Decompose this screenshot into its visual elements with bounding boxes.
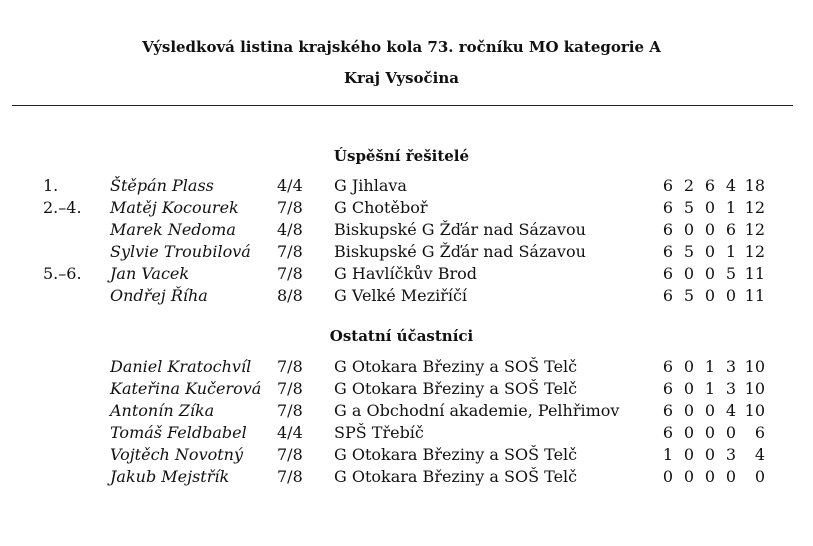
school-name: G Chotěboř [334, 198, 428, 217]
result-row [0, 219, 813, 241]
problem-score-1: 6 [662, 264, 674, 283]
contestant-name: Daniel Kratochvíl [110, 357, 252, 376]
grade-cell: 4/8 [277, 220, 303, 239]
problem-score-2: 0 [683, 445, 695, 464]
school-name: G Jihlava [334, 176, 407, 195]
problem-score-2: 0 [683, 379, 695, 398]
grade-cell: 4/4 [277, 423, 303, 442]
contestant-name: Jakub Mejstřík [110, 467, 230, 486]
total-score: 12 [744, 220, 765, 239]
problem-score-2: 2 [683, 176, 695, 195]
total-score: 10 [744, 401, 765, 420]
problem-score-1: 6 [662, 401, 674, 420]
rank-cell: 2.–4. [43, 198, 82, 217]
problem-score-1: 6 [662, 379, 674, 398]
grade-cell: 8/8 [277, 286, 303, 305]
school-name: SPŠ Třebíč [334, 423, 424, 442]
contestant-name: Sylvie Troubilová [110, 242, 251, 261]
grade-cell: 7/8 [277, 198, 303, 217]
total-score: 12 [744, 242, 765, 261]
problem-score-3: 6 [704, 176, 716, 195]
total-score: 11 [744, 264, 765, 283]
problem-score-4: 0 [725, 286, 737, 305]
total-score: 10 [744, 357, 765, 376]
problem-score-4: 4 [725, 401, 737, 420]
problem-score-4: 6 [725, 220, 737, 239]
problem-score-3: 0 [704, 445, 716, 464]
school-name: G Otokara Březiny a SOŠ Telč [334, 357, 578, 376]
problem-score-2: 5 [683, 198, 695, 217]
section-heading-other: Ostatní účastníci [329, 327, 474, 345]
grade-cell: 4/4 [277, 176, 303, 195]
contestant-name: Kateřina Kučerová [110, 379, 262, 398]
problem-score-1: 6 [662, 286, 674, 305]
problem-score-3: 0 [704, 423, 716, 442]
grade-cell: 7/8 [277, 379, 303, 398]
grade-cell: 7/8 [277, 264, 303, 283]
school-name: G Otokara Březiny a SOŠ Telč [334, 379, 578, 398]
problem-score-4: 1 [725, 198, 737, 217]
problem-score-2: 0 [683, 220, 695, 239]
problem-score-3: 0 [704, 264, 716, 283]
grade-cell: 7/8 [277, 445, 303, 464]
problem-score-4: 3 [725, 445, 737, 464]
problem-score-4: 0 [725, 423, 737, 442]
problem-score-2: 5 [683, 286, 695, 305]
problem-score-4: 5 [725, 264, 737, 283]
problem-score-1: 6 [662, 357, 674, 376]
grade-cell: 7/8 [277, 357, 303, 376]
problem-score-2: 0 [683, 467, 695, 486]
problem-score-4: 3 [725, 379, 737, 398]
school-name: Biskupské G Žďár nad Sázavou [334, 220, 586, 239]
problem-score-3: 0 [704, 242, 716, 261]
result-row [0, 466, 813, 488]
problem-score-4: 3 [725, 357, 737, 376]
grade-cell: 7/8 [277, 467, 303, 486]
result-row [0, 444, 813, 466]
problem-score-1: 1 [662, 445, 674, 464]
result-row [0, 263, 813, 285]
problem-score-3: 0 [704, 467, 716, 486]
problem-score-2: 0 [683, 401, 695, 420]
contestant-name: Tomáš Feldbabel [110, 423, 247, 442]
result-row [0, 422, 813, 444]
result-row [0, 378, 813, 400]
contestant-name: Štěpán Plass [110, 176, 214, 195]
result-row [0, 356, 813, 378]
total-score: 10 [744, 379, 765, 398]
contestant-name: Jan Vacek [110, 264, 190, 283]
result-row [0, 241, 813, 263]
total-score: 4 [754, 445, 765, 464]
total-score: 12 [744, 198, 765, 217]
header-divider [12, 105, 793, 106]
problem-score-4: 4 [725, 176, 737, 195]
result-row [0, 400, 813, 422]
grade-cell: 7/8 [277, 242, 303, 261]
rank-cell: 5.–6. [43, 264, 82, 283]
problem-score-3: 0 [704, 198, 716, 217]
section-heading-successful: Úspěšní řešitelé [333, 147, 470, 165]
contestant-name: Vojtěch Novotný [110, 445, 244, 464]
school-name: G Otokara Březiny a SOŠ Telč [334, 445, 578, 464]
problem-score-1: 6 [662, 198, 674, 217]
contestant-name: Antonín Zíka [110, 401, 215, 420]
school-name: G a Obchodní akademie, Pelhřimov [334, 401, 620, 420]
problem-score-1: 6 [662, 176, 674, 195]
contestant-name: Matěj Kocourek [110, 198, 239, 217]
school-name: Biskupské G Žďár nad Sázavou [334, 242, 586, 261]
problem-score-3: 0 [704, 286, 716, 305]
problem-score-4: 1 [725, 242, 737, 261]
total-score: 6 [754, 423, 765, 442]
result-row [0, 175, 813, 197]
problem-score-1: 6 [662, 242, 674, 261]
school-name: G Havlíčkův Brod [334, 264, 477, 283]
problem-score-2: 5 [683, 242, 695, 261]
total-score: 0 [754, 467, 765, 486]
problem-score-2: 0 [683, 264, 695, 283]
problem-score-2: 0 [683, 357, 695, 376]
problem-score-3: 1 [704, 379, 716, 398]
problem-score-2: 0 [683, 423, 695, 442]
total-score: 11 [744, 286, 765, 305]
rank-cell: 1. [43, 176, 59, 195]
problem-score-1: 6 [662, 423, 674, 442]
result-row [0, 285, 813, 307]
school-name: G Otokara Březiny a SOŠ Telč [334, 467, 578, 486]
problem-score-1: 6 [662, 220, 674, 239]
contestant-name: Ondřej Říha [110, 286, 208, 305]
problem-score-3: 1 [704, 357, 716, 376]
problem-score-3: 0 [704, 220, 716, 239]
document-title: Výsledková listina krajského kola 73. ročníku MO kategorie A [142, 38, 661, 56]
result-row [0, 197, 813, 219]
total-score: 18 [744, 176, 765, 195]
problem-score-3: 0 [704, 401, 716, 420]
problem-score-4: 0 [725, 467, 737, 486]
document-subtitle: Kraj Vysočina [344, 69, 459, 87]
school-name: G Velké Meziříčí [334, 286, 468, 305]
problem-score-1: 0 [662, 467, 674, 486]
grade-cell: 7/8 [277, 401, 303, 420]
contestant-name: Marek Nedoma [110, 220, 236, 239]
